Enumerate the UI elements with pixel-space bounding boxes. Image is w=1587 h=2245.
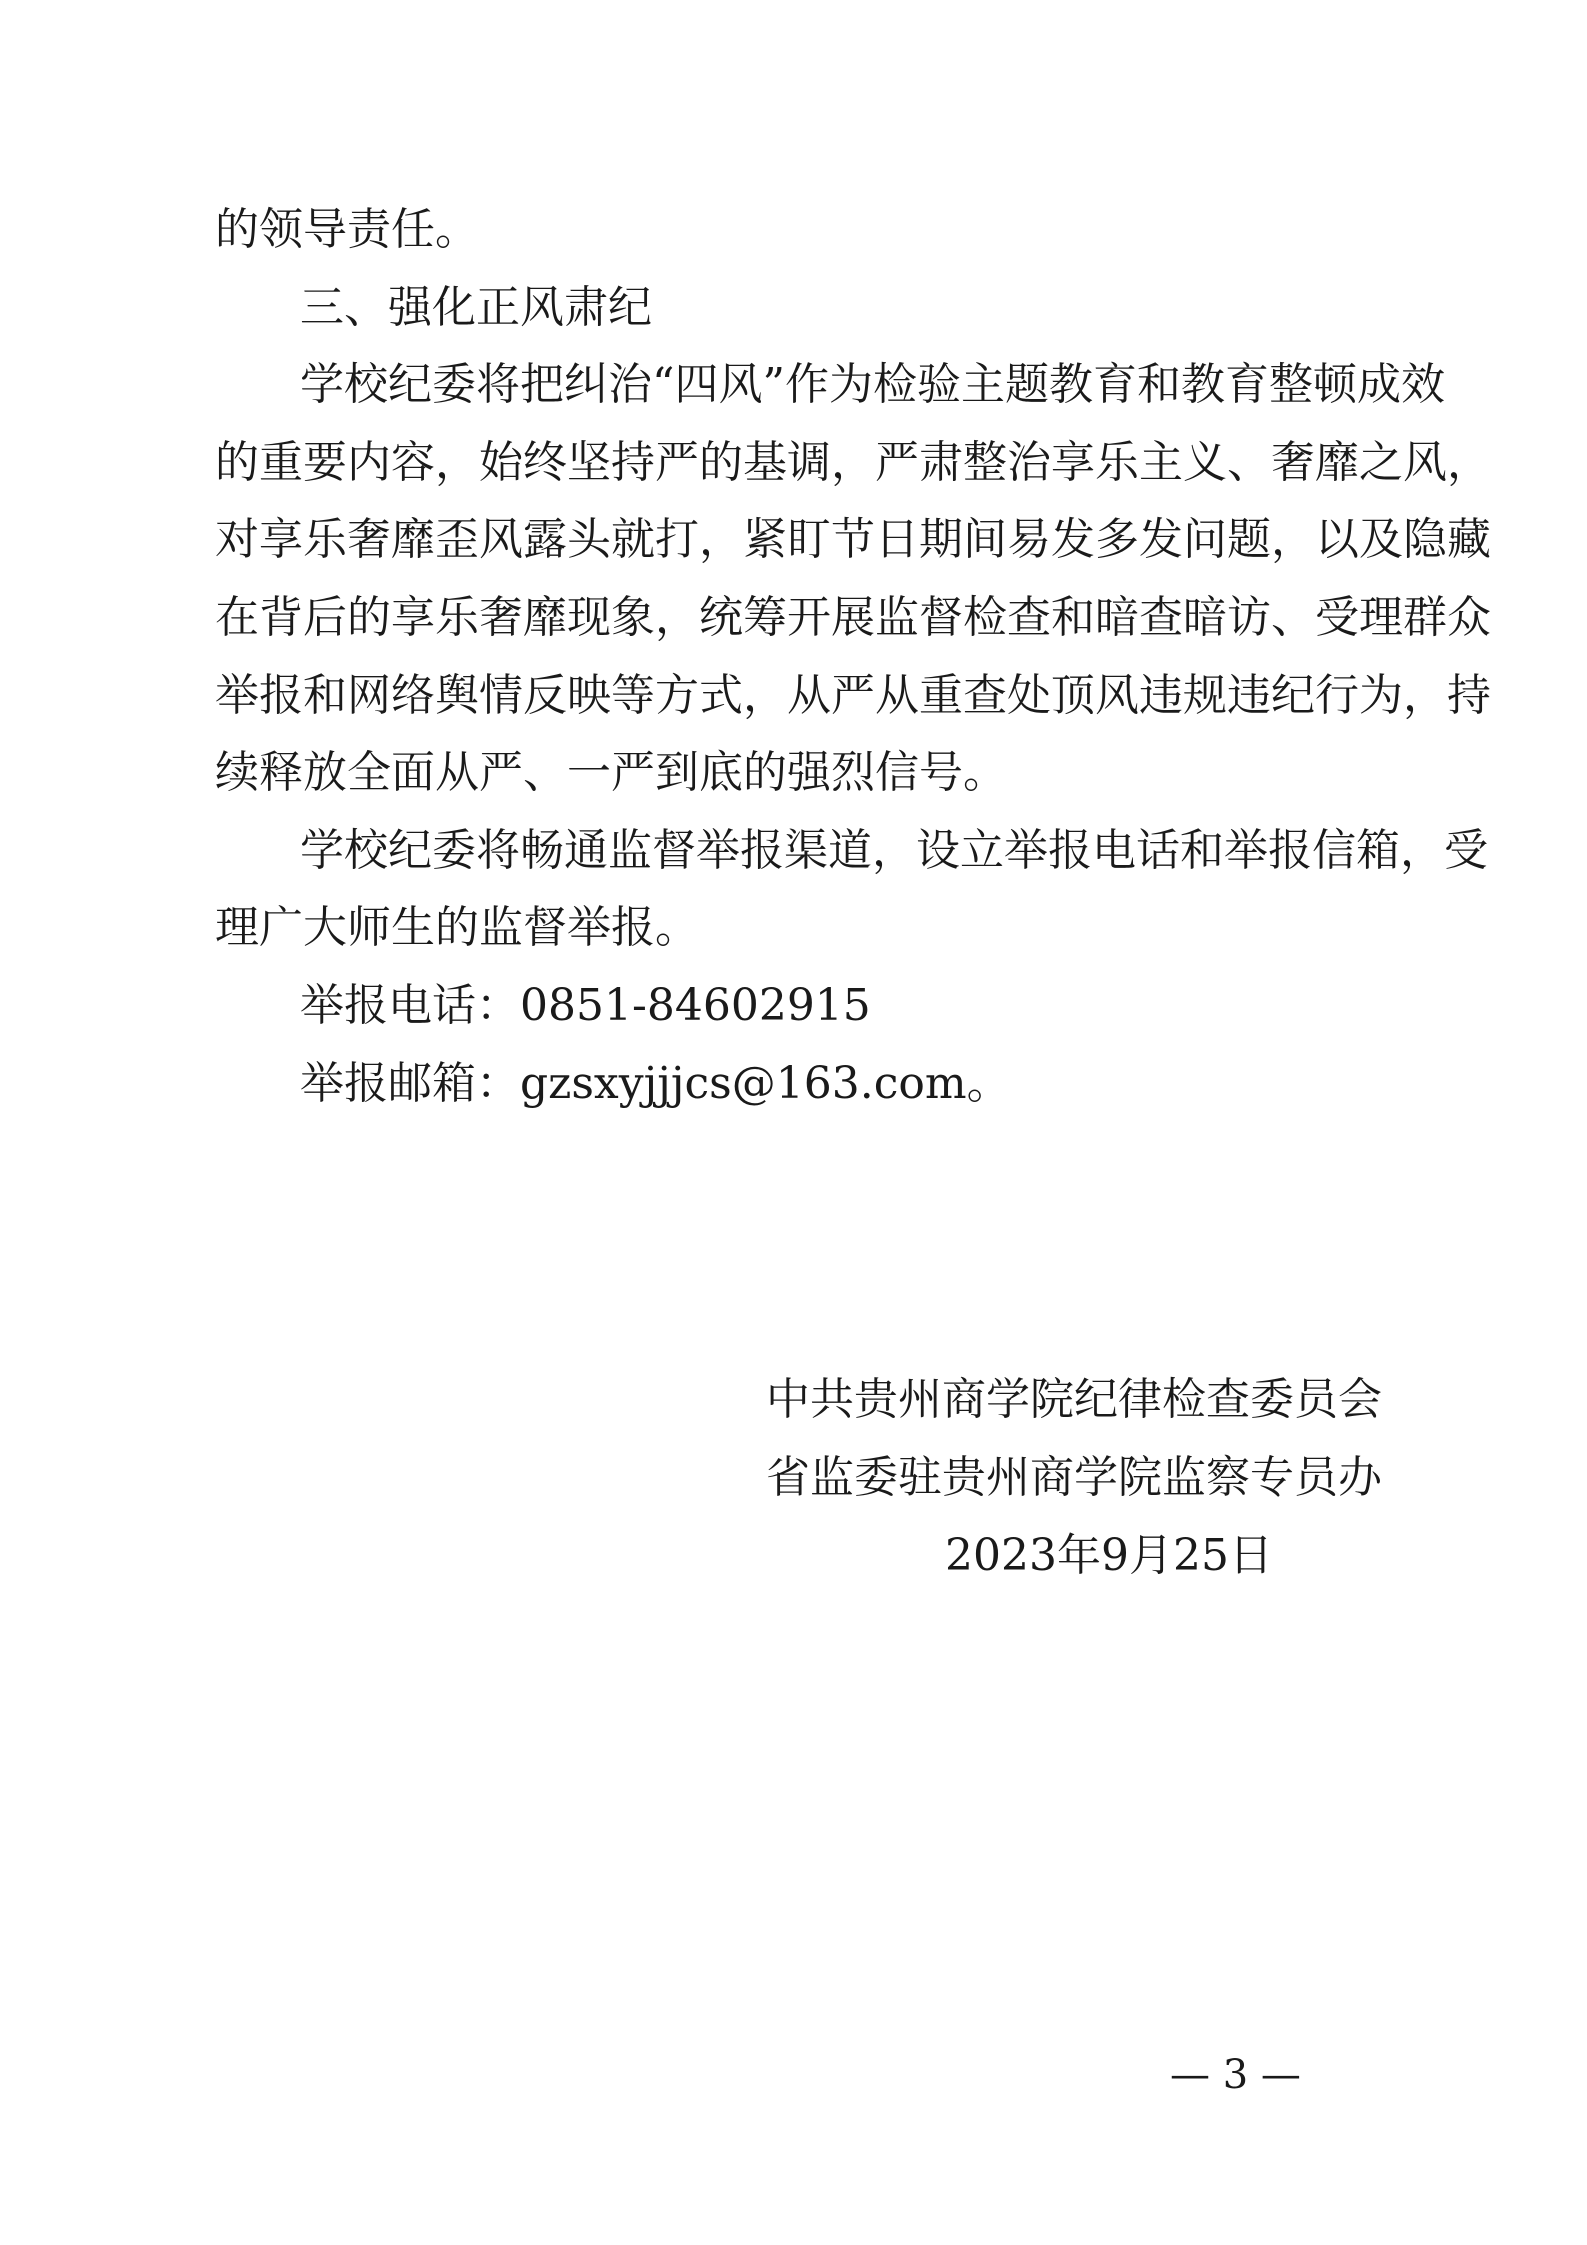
signature-org-discipline: 中共贵州商学院纪律检查委员会 [766, 1374, 1382, 1425]
paragraph-line: 理广大师生的监督举报。 [215, 902, 699, 953]
paragraph-line: 学校纪委将畅通监督举报渠道，设立举报电话和举报信箱，受 [300, 825, 1488, 876]
page-number: — 3 — [1170, 2052, 1301, 2098]
section-heading: 三、强化正风肃纪 [300, 282, 652, 333]
paragraph-line: 的重要内容，始终坚持严的基调，严肃整治享乐主义、奢靡之风， [215, 437, 1491, 488]
report-email: 举报邮箱：gzsxyjjjcs@163.com。 [300, 1058, 1011, 1109]
continuation-line: 的领导责任。 [215, 204, 479, 255]
paragraph-line: 举报和网络舆情反映等方式，从严从重查处顶风违规违纪行为，持 [215, 670, 1491, 721]
paragraph-line: 续释放全面从严、一严到底的强烈信号。 [215, 747, 1007, 798]
paragraph-line: 对享乐奢靡歪风露头就打，紧盯节日期间易发多发问题，以及隐藏 [215, 514, 1491, 565]
paragraph-line: 学校纪委将把纠治“四风”作为检验主题教育和教育整顿成效 [300, 359, 1445, 410]
report-phone: 举报电话：0851-84602915 [300, 980, 871, 1031]
paragraph-line: 在背后的享乐奢靡现象，统筹开展监督检查和暗查暗访、受理群众 [215, 592, 1491, 643]
signature-date: 2023年9月25日 [945, 1530, 1273, 1581]
signature-org-supervision: 省监委驻贵州商学院监察专员办 [766, 1452, 1382, 1503]
